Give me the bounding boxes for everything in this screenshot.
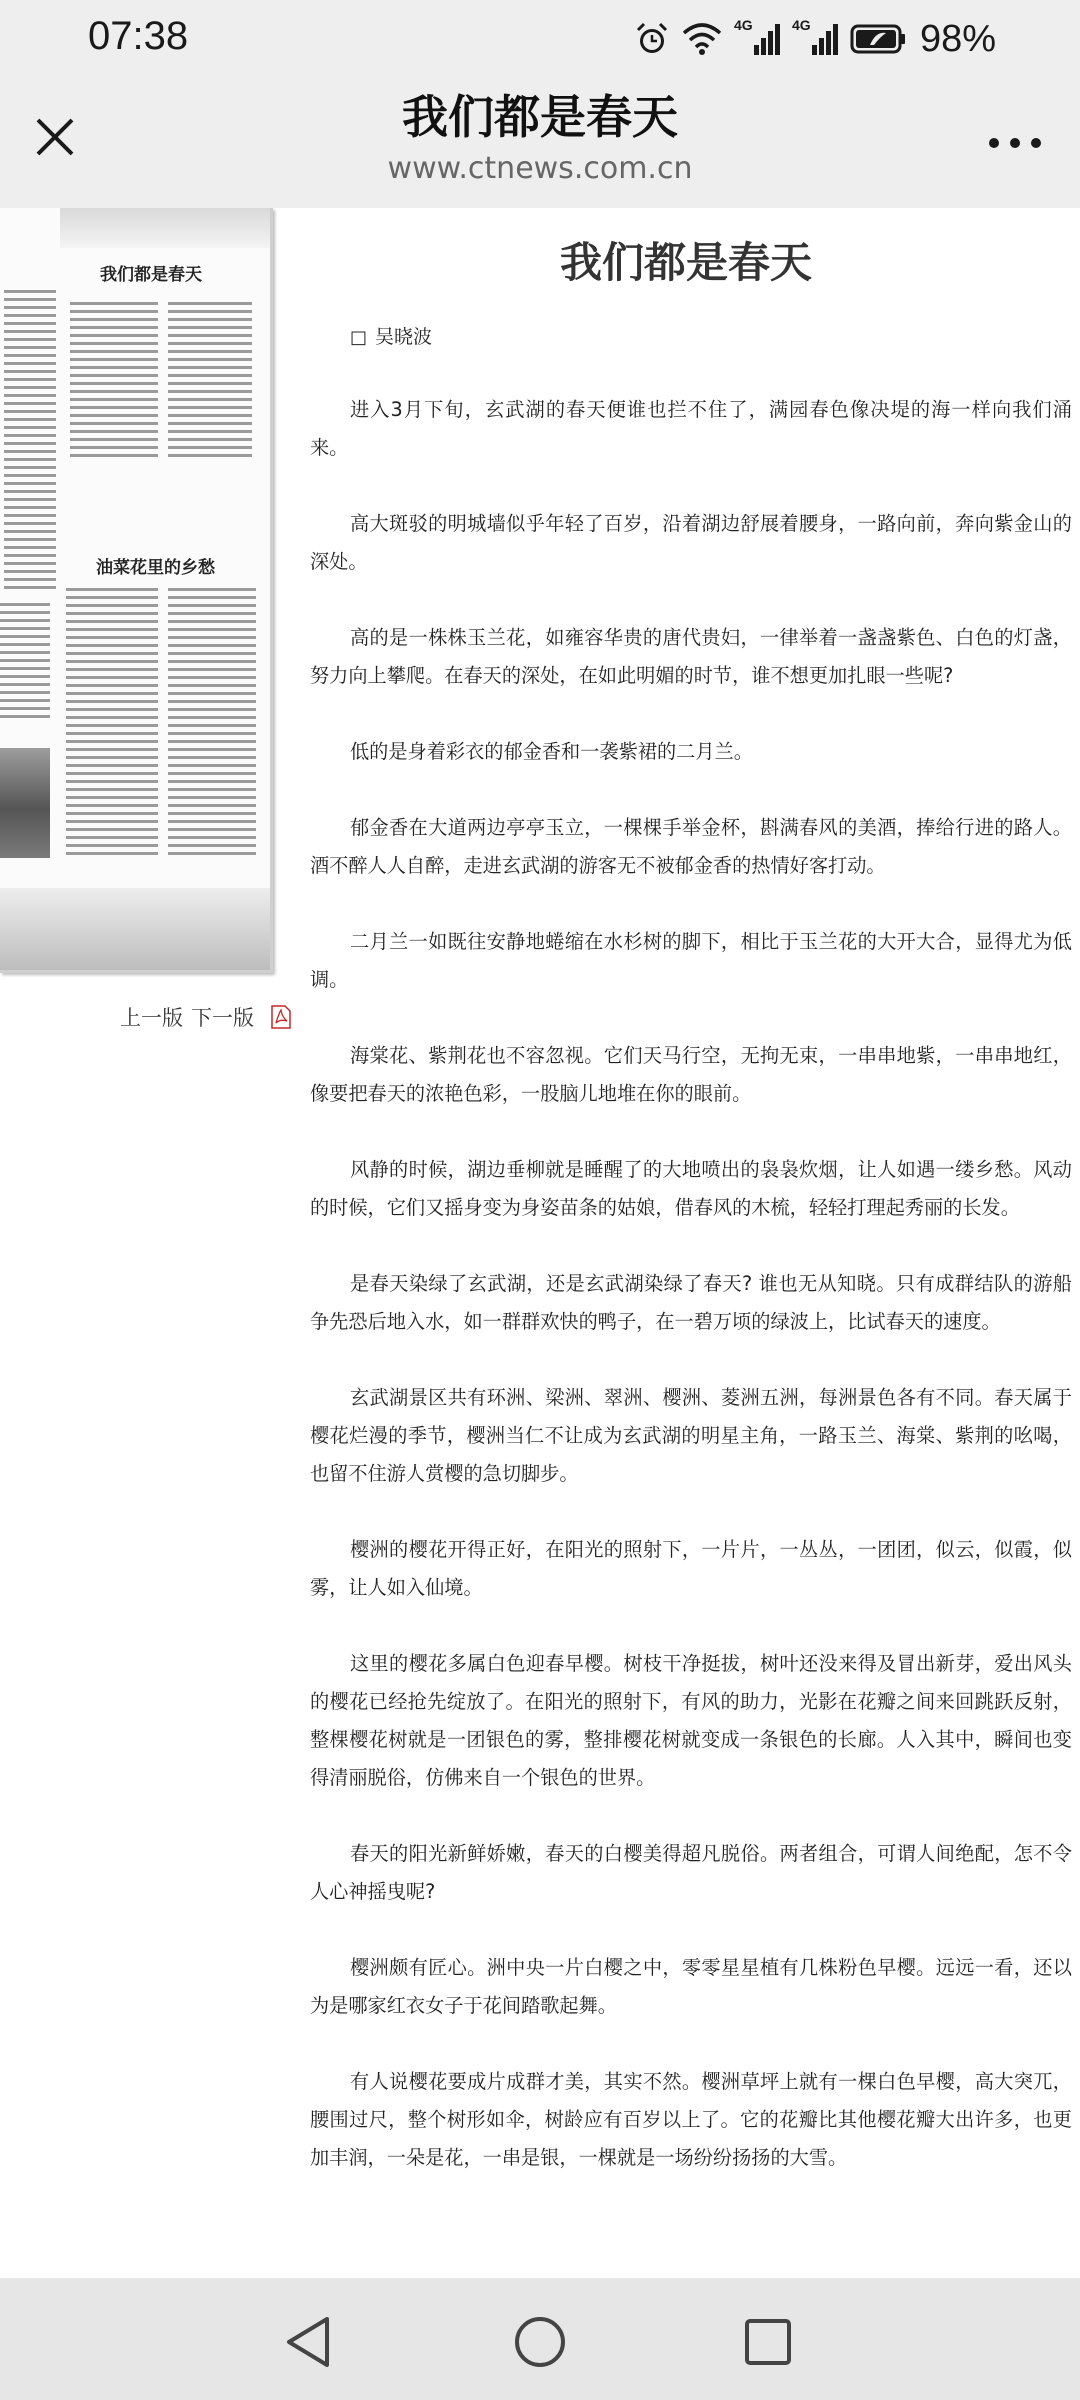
- status-time: 07:38: [88, 14, 189, 58]
- back-triangle-icon: [283, 2315, 333, 2369]
- paragraph: 二月兰一如既往安静地蜷缩在水杉树的脚下，相比于玉兰花的大开大合，显得尤为低调。: [310, 930, 1072, 991]
- paragraph: 海棠花、紫荆花也不容忽视。它们天马行空，无拘无束，一串串地紫，一串串地红，像要把春天的浓艳色彩，一股脑儿地堆在你的眼前。: [310, 1044, 1072, 1105]
- status-bar: [0, 0, 1080, 80]
- paragraph: 风静的时候，湖边垂柳就是睡醒了的大地喷出的袅袅炊烟，让人如遇一缕乡愁。风动的时候，它们又摇身变为身姿苗条的姑娘，借春风的木梳，轻轻打理起秀丽的长发。: [310, 1158, 1072, 1219]
- paragraph: 进入3月下旬，玄武湖的春天便谁也拦不住了，满园春色像决堤的海一样向我们涌来。: [310, 398, 1072, 459]
- article: [310, 230, 1072, 2177]
- recents-square-icon: [743, 2317, 793, 2367]
- system-nav-bar: [0, 2278, 1080, 2400]
- article-byline: [310, 322, 1072, 349]
- paragraph: 郁金香在大道两边亭亭玉立，一棵棵手举金杯，斟满春风的美酒，捧给行进的路人。酒不醉人人自醉，走进玄武湖的游客无不被郁金香的热情好客打动。: [310, 816, 1072, 877]
- close-button[interactable]: [28, 110, 82, 164]
- title-bar: [0, 80, 1080, 208]
- pdf-icon[interactable]: [270, 1005, 292, 1029]
- signal-label-2: 4G: [791, 17, 811, 33]
- newspaper-headline-2: 油菜花里的乡愁: [96, 558, 215, 578]
- article-body: [310, 391, 1072, 2177]
- home-button[interactable]: [510, 2312, 570, 2372]
- page-title: 我们都是春天: [402, 90, 678, 144]
- next-page-link[interactable]: 下一版: [191, 1006, 254, 1030]
- signal-icon-2: [792, 19, 838, 59]
- paragraph: 高的是一株株玉兰花，如雍容华贵的唐代贵妇，一律举着一盏盏紫色、白色的灯盏，努力向上攀爬。在春天的深处，在如此明媚的时节，谁不想更加扎眼一些呢?: [310, 626, 1072, 687]
- newspaper-text-column: [168, 588, 256, 860]
- paragraph: 春天的阳光新鲜娇嫩，春天的白樱美得超凡脱俗。两者组合，可谓人间绝配，怎不令人心神摇曳呢?: [310, 1842, 1072, 1903]
- page-url: www.ctnews.com.cn: [387, 151, 693, 187]
- paragraph: 樱洲颇有匠心。洲中央一片白樱之中，零零星星植有几株粉色早樱。远远一看，还以为是哪家红衣女子于花间踏歌起舞。: [310, 1956, 1072, 2017]
- signal-label: 4G: [733, 17, 753, 33]
- paragraph: 高大斑驳的明城墙似乎年轻了百岁，沿着湖边舒展着腰身，一路向前，奔向紫金山的深处。: [310, 512, 1072, 573]
- newspaper-photo: [0, 748, 50, 858]
- newspaper-page-thumbnail[interactable]: [0, 208, 273, 973]
- home-circle-icon: [513, 2315, 567, 2369]
- newspaper-text-column: [66, 588, 158, 860]
- paragraph: 是春天染绿了玄武湖，还是玄武湖染绿了春天? 谁也无从知晓。只有成群结队的游船争先恐后地入水，如一群群欢快的鸭子，在一碧万顷的绿波上，比试春天的速度。: [310, 1272, 1072, 1333]
- author-name: 吴晓波: [375, 326, 433, 348]
- paragraph: 这里的樱花多属白色迎春早樱。树枝干净挺拔，树叶还没来得及冒出新芽，爱出风头的樱花已经抢先绽放了。在阳光的照射下，有风的助力，光影在花瓣之间来回跳跃反射，整棵樱花树就是一团银色的雾，整排樱花树就变成一条银色的长廊。人入其中，瞬间也变得清丽脱俗，仿佛来自一个银色的世界。: [310, 1652, 1072, 1789]
- paragraph: 樱洲的樱花开得正好，在阳光的照射下，一片片，一丛丛，一团团，似云，似霞，似雾，让人如入仙境。: [310, 1538, 1072, 1599]
- status-icons: [634, 14, 996, 64]
- paragraph: 玄武湖景区共有环洲、梁洲、翠洲、樱洲、菱洲五洲，每洲景色各有不同。春天属于樱花烂漫的季节，樱洲当仁不让成为玄武湖的明星主角，一路玉兰、海棠、紫荆的吆喝，也留不住游人赏樱的急切脚步。: [310, 1386, 1072, 1485]
- article-title: 我们都是春天: [559, 238, 812, 287]
- more-button[interactable]: [980, 118, 1050, 168]
- back-button[interactable]: [278, 2312, 338, 2372]
- page-navigation: [120, 1002, 292, 1032]
- byline-mark: □: [350, 327, 368, 348]
- web-content[interactable]: [0, 208, 1080, 2278]
- newspaper-text-column: [4, 290, 56, 594]
- prev-page-link[interactable]: 上一版: [120, 1006, 183, 1030]
- newspaper-headline-1: 我们都是春天: [100, 265, 202, 285]
- wifi-icon: [682, 21, 722, 57]
- close-icon: [35, 117, 75, 157]
- battery-percent: 98%: [919, 17, 996, 60]
- alarm-icon: [634, 21, 670, 57]
- battery-icon: [850, 23, 908, 55]
- signal-icon: [734, 19, 780, 59]
- newspaper-top-illustration: [60, 208, 270, 248]
- paragraph: 低的是身着彩衣的郁金香和一袭紫裙的二月兰。: [350, 740, 753, 763]
- newspaper-bottom-illustration: [0, 888, 270, 970]
- newspaper-text-column: [168, 302, 252, 462]
- newspaper-text-column: [70, 302, 158, 462]
- recents-button[interactable]: [738, 2312, 798, 2372]
- title-block: [200, 90, 880, 186]
- more-icon: [988, 137, 1042, 149]
- newspaper-text-column: [0, 603, 50, 723]
- paragraph: 有人说樱花要成片成群才美，其实不然。樱洲草坪上就有一棵白色早樱，高大突兀，腰围过尺，整个树形如伞，树龄应有百岁以上了。它的花瓣比其他樱花瓣大出许多，也更加丰润，一朵是花，一串是银，一棵就是一场纷纷扬扬的大雪。: [310, 2070, 1072, 2169]
